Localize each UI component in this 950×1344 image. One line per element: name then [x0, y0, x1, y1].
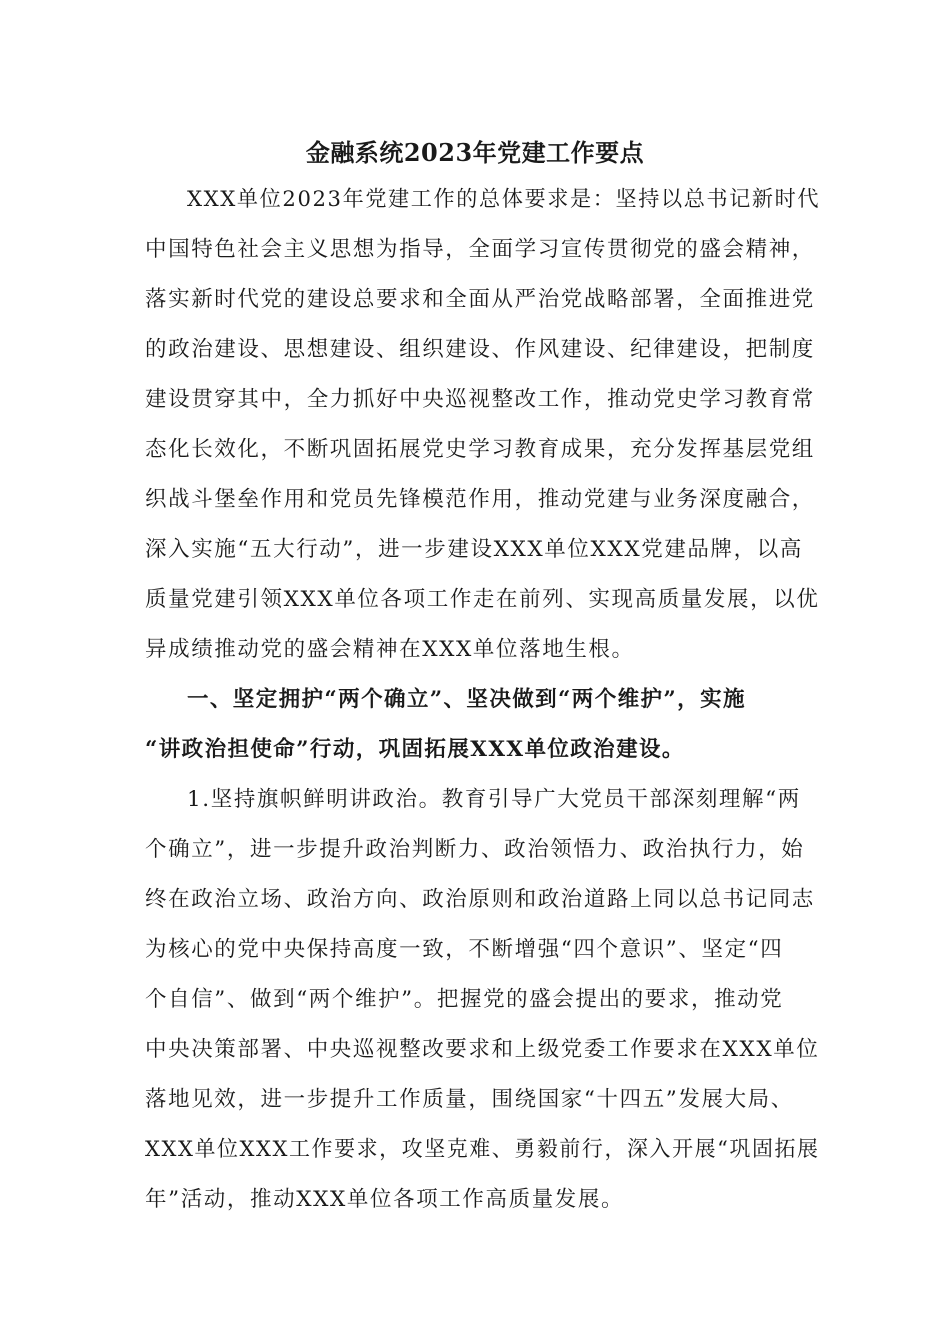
item-line: 个确立”，进一步提升政治判断力、政治领悟力、政治执行力，始	[145, 837, 805, 862]
intro-line: 建设贯穿其中，全力抓好中央巡视整改工作，推动党史学习教育常	[145, 387, 815, 412]
intro-line: 质量党建引领XXX单位各项工作走在前列、实现高质量发展，以优	[145, 587, 820, 612]
intro-line: 落实新时代党的建设总要求和全面从严治党战略部署，全面推进党	[145, 287, 815, 312]
intro-line: 深入实施“五大行动”，进一步建设XXX单位XXX党建品牌，以高	[145, 537, 803, 562]
item-line: 1.坚持旗帜鲜明讲政治。教育引导广大党员干部深刻理解“两	[187, 787, 801, 812]
intro-line: 织战斗堡垒作用和党员先锋模范作用，推动党建与业务深度融合，	[145, 487, 815, 512]
item-line: 为核心的党中央保持高度一致，不断增强“四个意识”、坚定“四	[145, 937, 784, 962]
intro-line: 的政治建设、思想建设、组织建设、作风建设、纪律建设，把制度	[145, 337, 815, 362]
item-line: 个自信”、做到“两个维护”。把握党的盛会提出的要求，推动党	[145, 987, 784, 1012]
item-line: 年”活动，推动XXX单位各项工作高质量发展。	[145, 1187, 625, 1212]
section-heading-line: “讲政治担使命”行动，巩固拓展XXX单位政治建设。	[145, 737, 685, 762]
document-title: 金融系统2023年党建工作要点	[305, 138, 645, 167]
section-heading-line: 一、坚定拥护“两个确立”、坚决做到“两个维护”，实施	[187, 687, 746, 712]
item-line: 落地见效，进一步提升工作质量，围绕国家“十四五”发展大局、	[145, 1087, 794, 1112]
item-line: 中央决策部署、中央巡视整改要求和上级党委工作要求在XXX单位	[145, 1037, 820, 1062]
intro-line: XXX单位2023年党建工作的总体要求是：坚持以总书记新时代	[187, 187, 821, 212]
intro-line: 态化长效化，不断巩固拓展党史学习教育成果，充分发挥基层党组	[145, 437, 815, 462]
intro-line: 异成绩推动党的盛会精神在XXX单位落地生根。	[145, 637, 635, 662]
item-line: XXX单位XXX工作要求，攻坚克难、勇毅前行，深入开展“巩固拓展	[145, 1137, 820, 1162]
intro-line: 中国特色社会主义思想为指导，全面学习宣传贯彻党的盛会精神，	[145, 237, 815, 262]
item-line: 终在政治立场、政治方向、政治原则和政治道路上同以总书记同志	[145, 887, 815, 912]
